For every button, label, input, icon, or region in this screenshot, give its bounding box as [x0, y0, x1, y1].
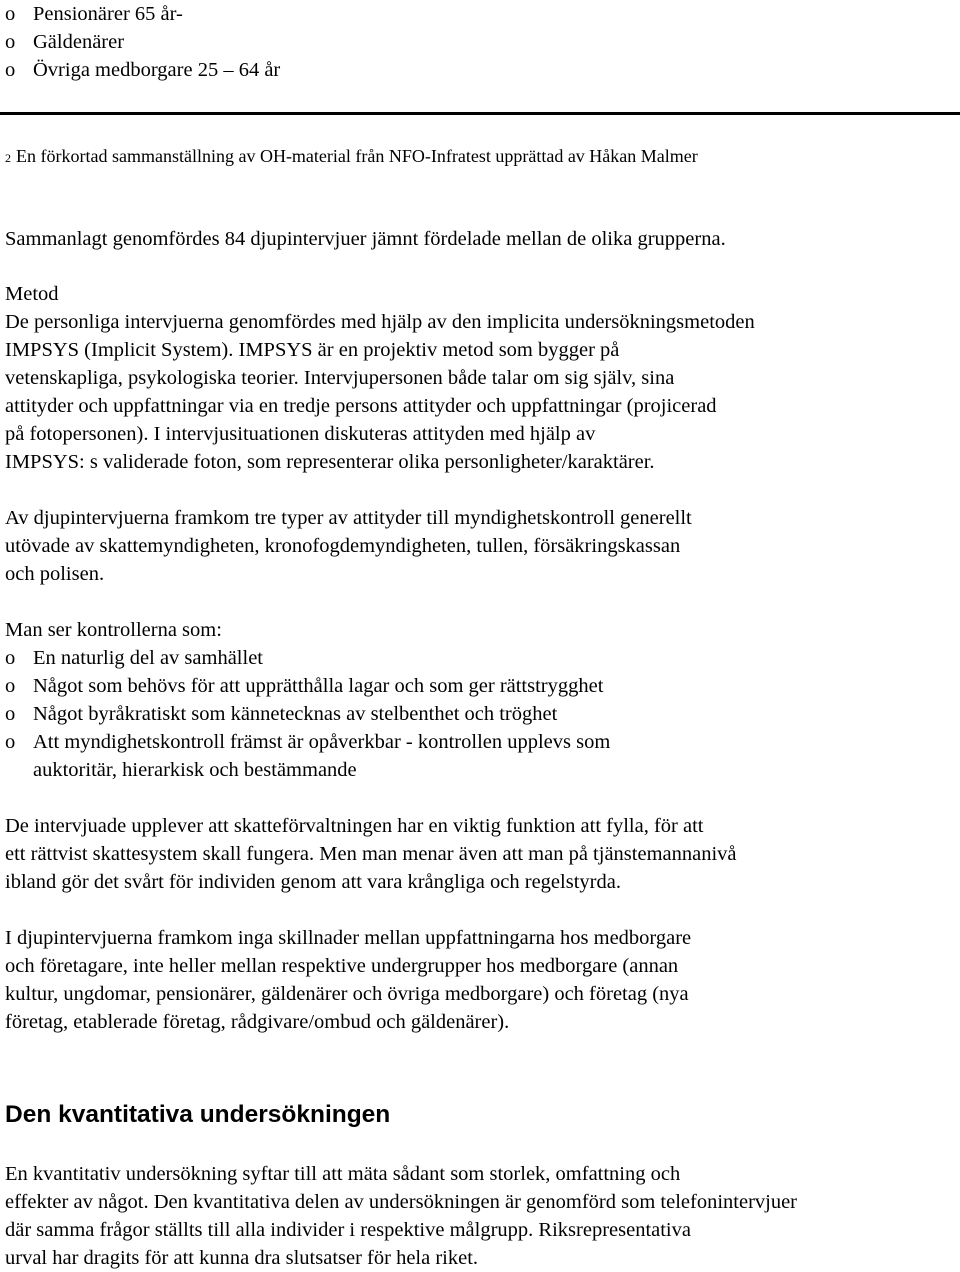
method-title: Metod [5, 283, 59, 305]
list-item-text: Övriga medborgare 25 – 64 år [33, 59, 281, 81]
bullet-marker: o [5, 731, 16, 753]
list-item [5, 728, 610, 756]
bullet-marker: o [5, 31, 16, 53]
list-item-text: Gäldenärer [33, 31, 125, 53]
function-line: ett rättvist skattesystem skall fungera. Men man menar även att man på tjänstemannanivå [5, 843, 737, 865]
list-item [5, 28, 124, 56]
quant-line: effekter av något. Den kvantitativa delen av undersökningen är genomförd som telefonintervjuer [5, 1191, 798, 1213]
method-line: De personliga intervjuerna genomfördes med hjälp av den implicita undersökningsmetoden [5, 311, 755, 333]
footnote-text: En förkortad sammanställning av OH-material från NFO-Infratest upprättad av Håkan Malmer [16, 146, 698, 166]
quant-line: En kvantitativ undersökning syftar till att mäta sådant som storlek, omfattning och [5, 1163, 681, 1185]
method-line: IMPSYS: s validerade foton, som representerar olika personligheter/karaktärer. [5, 451, 655, 473]
list-item [5, 644, 263, 672]
footnote-separator [0, 112, 960, 115]
method-line: vetenskapliga, psykologiska teorier. Intervjupersonen både talar om sig själv, sina [5, 367, 675, 389]
list-item-continuation: auktoritär, hierarkisk och bestämmande [33, 759, 357, 781]
quant-line: där samma frågor ställts till alla individer i respektive målgrupp. Riksrepresentativa [5, 1219, 691, 1241]
control-intro: Man ser kontrollerna som: [5, 619, 222, 641]
bullet-marker: o [5, 647, 16, 669]
list-item-text: En naturlig del av samhället [33, 647, 263, 669]
list-item-text: Något byråkratiskt som kännetecknas av stelbenthet och tröghet [33, 703, 558, 725]
method-line: attityder och uppfattningar via en tredje persons attityder och uppfattningar (projicerad [5, 395, 717, 417]
bullet-marker: o [5, 703, 16, 725]
bullet-marker: o [5, 59, 16, 81]
list-item [5, 0, 183, 28]
footnote [5, 143, 698, 171]
differences-line: kultur, ungdomar, pensionärer, gäldenärer och övriga medborgare) och företag (nya [5, 983, 689, 1005]
types-line: och polisen. [5, 563, 105, 585]
function-line: ibland gör det svårt för individen genom att vara krångliga och regelstyrda. [5, 871, 621, 893]
quant-line: urval har dragits för att kunna dra slutsatser för hela riket. [5, 1247, 479, 1269]
differences-line: och företagare, inte heller mellan respektive undergrupper hos medborgare (annan [5, 955, 679, 977]
function-line: De intervjuade upplever att skatteförvaltningen har en viktig funktion att fylla, för att [5, 815, 704, 837]
types-line: Av djupintervjuerna framkom tre typer av attityder till myndighetskontroll generellt [5, 507, 692, 529]
section-heading: Den kvantitativa undersökningen [5, 1101, 391, 1128]
method-line: IMPSYS (Implicit System). IMPSYS är en projektiv metod som bygger på [5, 339, 620, 361]
footnote-number: 2 [5, 151, 11, 165]
list-item [5, 700, 557, 728]
bullet-marker: o [5, 3, 16, 25]
differences-line: företag, etablerade företag, rådgivare/ombud och gäldenärer). [5, 1011, 510, 1033]
list-item-text: Pensionärer 65 år- [33, 3, 183, 25]
types-line: utövade av skattemyndigheten, kronofogdemyndigheten, tullen, försäkringskassan [5, 535, 681, 557]
list-item [5, 56, 280, 84]
list-item [5, 672, 603, 700]
list-item-text: Något som behövs för att upprätthålla lagar och som ger rättstrygghet [33, 675, 604, 697]
bullet-marker: o [5, 675, 16, 697]
list-item-text: Att myndighetskontroll främst är opåverkbar - kontrollen upplevs som [33, 731, 611, 753]
summary-paragraph: Sammanlagt genomfördes 84 djupintervjuer jämnt fördelade mellan de olika grupperna. [5, 228, 726, 250]
method-line: på fotopersonen). I intervjusituationen diskuteras attityden med hjälp av [5, 423, 596, 445]
differences-line: I djupintervjuerna framkom inga skillnader mellan uppfattningarna hos medborgare [5, 927, 692, 949]
